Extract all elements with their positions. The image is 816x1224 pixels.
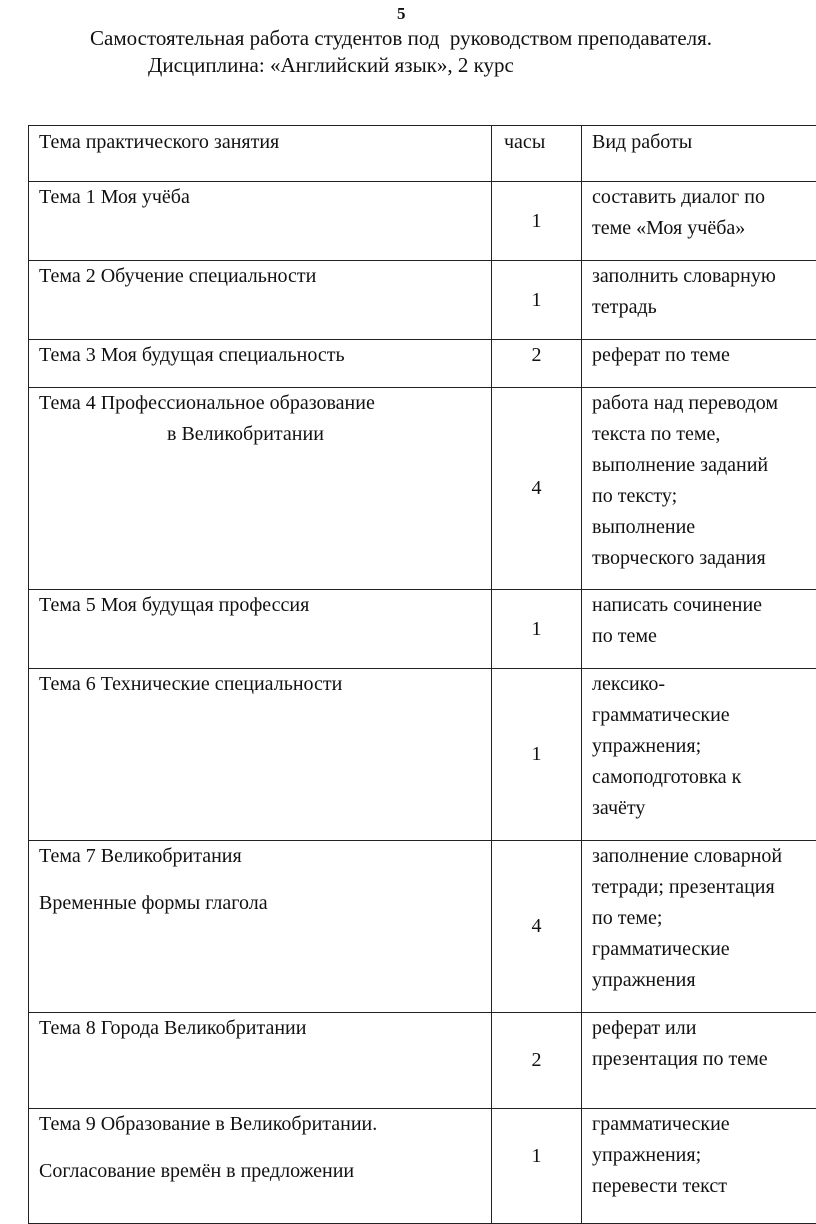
topic-cell: Тема 7 Великобритания Временные формы глагола bbox=[29, 841, 492, 1013]
self-study-table bbox=[28, 125, 816, 1224]
table-header-row bbox=[29, 126, 816, 182]
work-cell: реферат по теме bbox=[582, 340, 816, 388]
topic-cell: Тема 2 Обучение специальности bbox=[29, 261, 492, 340]
page-number: 5 bbox=[397, 4, 406, 24]
table-row bbox=[29, 261, 816, 340]
table-row bbox=[29, 182, 816, 261]
table-row bbox=[29, 1013, 816, 1109]
work-cell: грамматические упражнения; перевести текст bbox=[582, 1109, 816, 1224]
table-row bbox=[29, 388, 816, 590]
hours-cell: 1 bbox=[492, 1109, 582, 1224]
topic-cell: Тема 9 Образование в Великобритании. Согласование времён в предложении bbox=[29, 1109, 492, 1224]
work-cell: заполнить словарную тетрадь bbox=[582, 261, 816, 340]
work-cell: лексико- грамматические упражнения; самоподготовка к зачёту bbox=[582, 669, 816, 841]
hours-cell: 1 bbox=[492, 590, 582, 669]
header-topic: Тема практического занятия bbox=[29, 126, 492, 182]
table-row bbox=[29, 1109, 816, 1224]
hours-cell: 4 bbox=[492, 388, 582, 590]
topic-cell: Тема 3 Моя будущая специальность bbox=[29, 340, 492, 388]
topic-cell: Тема 1 Моя учёба bbox=[29, 182, 492, 261]
hours-cell: 2 bbox=[492, 340, 582, 388]
table-row bbox=[29, 841, 816, 1013]
hours-cell: 4 bbox=[492, 841, 582, 1013]
header-hours: часы bbox=[492, 126, 582, 182]
hours-cell: 1 bbox=[492, 261, 582, 340]
topic-cell: Тема 5 Моя будущая профессия bbox=[29, 590, 492, 669]
work-cell: составить диалог по теме «Моя учёба» bbox=[582, 182, 816, 261]
hours-cell: 1 bbox=[492, 669, 582, 841]
hours-cell: 2 bbox=[492, 1013, 582, 1109]
table-row bbox=[29, 340, 816, 388]
topic-cell: Тема 6 Технические специальности bbox=[29, 669, 492, 841]
work-cell: работа над переводом текста по теме, выполнение заданий по тексту; выполнение творческого задания bbox=[582, 388, 816, 590]
work-cell: написать сочинение по теме bbox=[582, 590, 816, 669]
table-row bbox=[29, 590, 816, 669]
header-work: Вид работы bbox=[582, 126, 816, 182]
discipline-subtitle: Дисциплина: «Английский язык», 2 курс bbox=[148, 53, 514, 78]
topic-cell: Тема 8 Города Великобритании bbox=[29, 1013, 492, 1109]
document-title: Самостоятельная работа студентов под руководством преподавателя. bbox=[90, 26, 712, 51]
work-cell: заполнение словарной тетради; презентация по теме; грамматические упражнения bbox=[582, 841, 816, 1013]
work-cell: реферат или презентация по теме bbox=[582, 1013, 816, 1109]
hours-cell: 1 bbox=[492, 182, 582, 261]
topic-cell: Тема 4 Профессиональное образование в Великобритании bbox=[29, 388, 492, 590]
table-row bbox=[29, 669, 816, 841]
